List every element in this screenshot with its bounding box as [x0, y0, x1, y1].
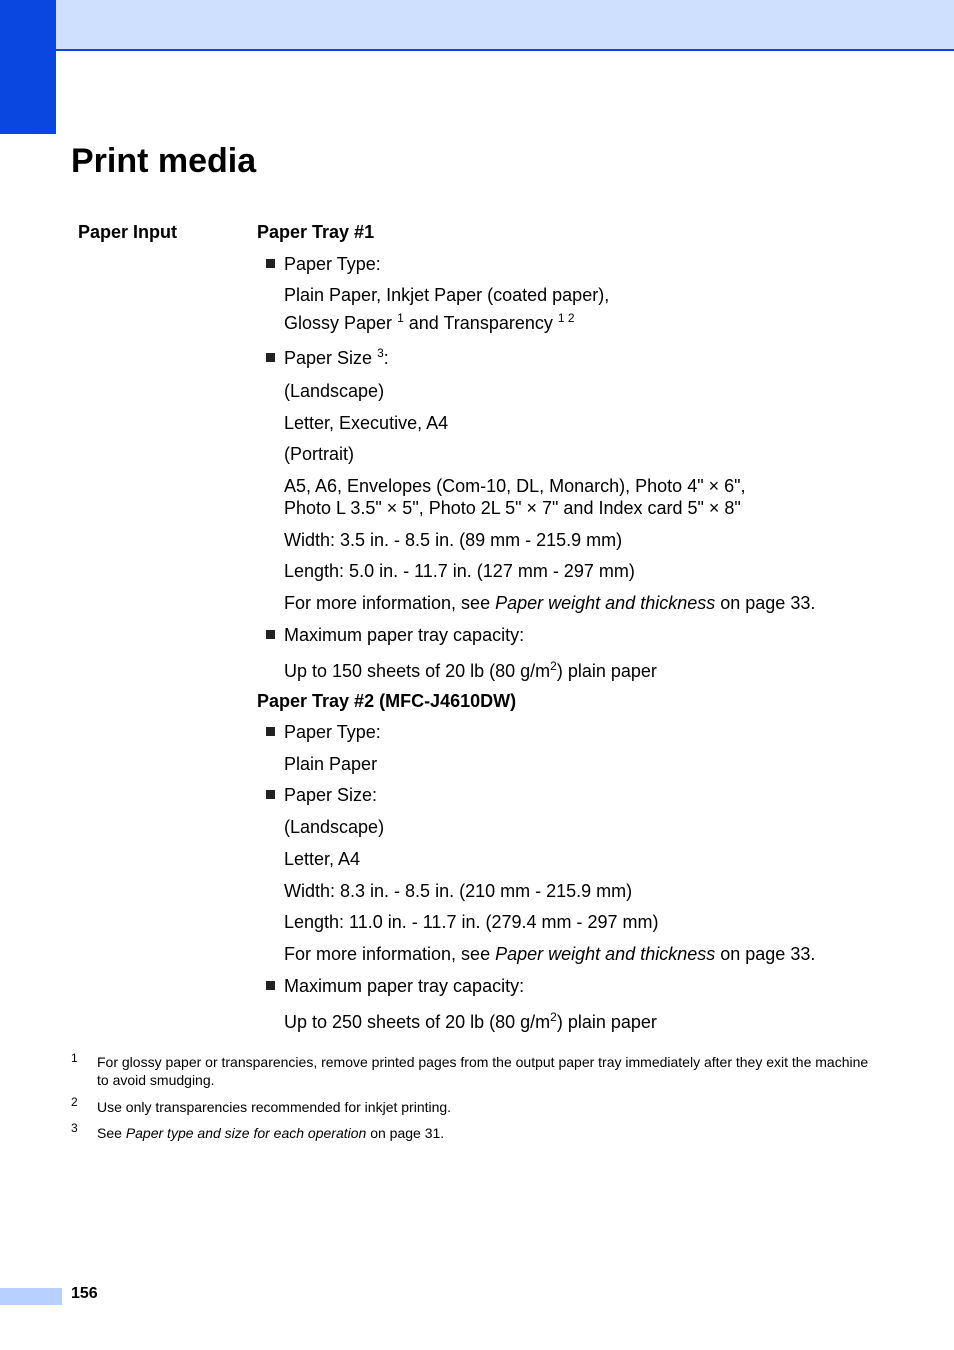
tray1-size-label: Paper Size $^3$: [284, 346, 389, 368]
cross-reference-link[interactable]: Paper type and size for each operation [125, 1125, 367, 1141]
footnote-text: Use only transparencies recommended for inkjet printing. [97, 1099, 452, 1115]
chapter-tab [0, 0, 56, 134]
bullet-square-icon [266, 353, 275, 362]
tray1-more-info: For more information, see Paper weight and thickness on page 33. [284, 593, 816, 613]
tray1-type-line1: Plain Paper, Inkjet Paper (coated paper), [284, 285, 610, 305]
bullet-square-icon [266, 630, 275, 639]
footnote-text: For glossy paper or transparencies, remove printed pages from the output paper tray immediately after they exit the machine to avoid smudging. [97, 1054, 869, 1088]
page-number: 156 [71, 1285, 98, 1302]
bullet-square-icon [266, 259, 275, 268]
bullet-square-icon [266, 727, 275, 736]
tray1-capacity-value: Up to 150 sheets of 20 lb (80 $g/m^2$) plain paper [284, 659, 657, 681]
footnote-text: See Paper type and size for each operation on page 31. [97, 1125, 445, 1141]
footnote-ref: 1 2 [557, 311, 575, 325]
page-title: Print media [71, 142, 257, 180]
tray2-more-info: For more information, see Paper weight and thickness on page 33. [284, 944, 816, 964]
section-label-paper-input: Paper Input [78, 222, 178, 242]
tray1-portrait-line2: Photo L 3.5" × 5", Photo 2L 5" × 7" and Index card 5" × 8" [284, 498, 741, 518]
bullet-square-icon [266, 981, 275, 990]
tray1-length: Length: 5.0 in. - 11.7 in. (127 mm - 297 mm) [284, 561, 635, 581]
footnote-number: 1 [71, 1051, 78, 1065]
tray1-landscape: (Landscape) [284, 381, 385, 401]
tray1-landscape-sizes: Letter, Executive, A4 [284, 413, 449, 433]
cross-reference-link[interactable]: Paper weight and thickness [495, 944, 716, 964]
tray1-type-line2: Glossy Paper $^1$ and Transparency $^{1 2}$ [284, 311, 575, 333]
tray1-portrait: (Portrait) [284, 444, 355, 464]
bullet-square-icon [266, 790, 275, 799]
tray2-width: Width: 8.3 in. - 8.5 in. (210 mm - 215.9 mm) [284, 881, 633, 901]
tray2-capacity-label: Maximum paper tray capacity: [284, 976, 525, 996]
footnote-number: 2 [71, 1095, 78, 1109]
footnote-ref: 1 [397, 311, 404, 325]
footnote-number: 3 [71, 1121, 78, 1135]
tray2-landscape: (Landscape) [284, 817, 385, 837]
cross-reference-link[interactable]: Paper weight and thickness [495, 593, 716, 613]
tray1-type-label: Paper Type: [284, 254, 381, 274]
tray2-heading: Paper Tray #2 (MFC-J4610DW) [257, 691, 517, 711]
tray2-landscape-sizes: Letter, A4 [284, 849, 361, 869]
footer-band [0, 1288, 62, 1305]
tray1-width: Width: 3.5 in. - 8.5 in. (89 mm - 215.9 mm) [284, 530, 623, 550]
tray2-capacity-value: Up to 250 sheets of 20 lb (80 $g/m^2$) plain paper [284, 1010, 657, 1032]
tray2-size-label: Paper Size: [284, 785, 378, 805]
tray2-length: Length: 11.0 in. - 11.7 in. (279.4 mm - 297 mm) [284, 912, 659, 932]
header-band [56, 0, 954, 51]
tray2-type-value: Plain Paper [284, 754, 378, 774]
tray2-type-label: Paper Type: [284, 722, 381, 742]
tray1-portrait-line1: A5, A6, Envelopes (Com-10, DL, Monarch), Photo 4" × 6", [284, 476, 746, 496]
footnote-ref: 3 [377, 346, 384, 360]
tray1-capacity-label: Maximum paper tray capacity: [284, 625, 525, 645]
tray1-heading: Paper Tray #1 [257, 222, 375, 242]
